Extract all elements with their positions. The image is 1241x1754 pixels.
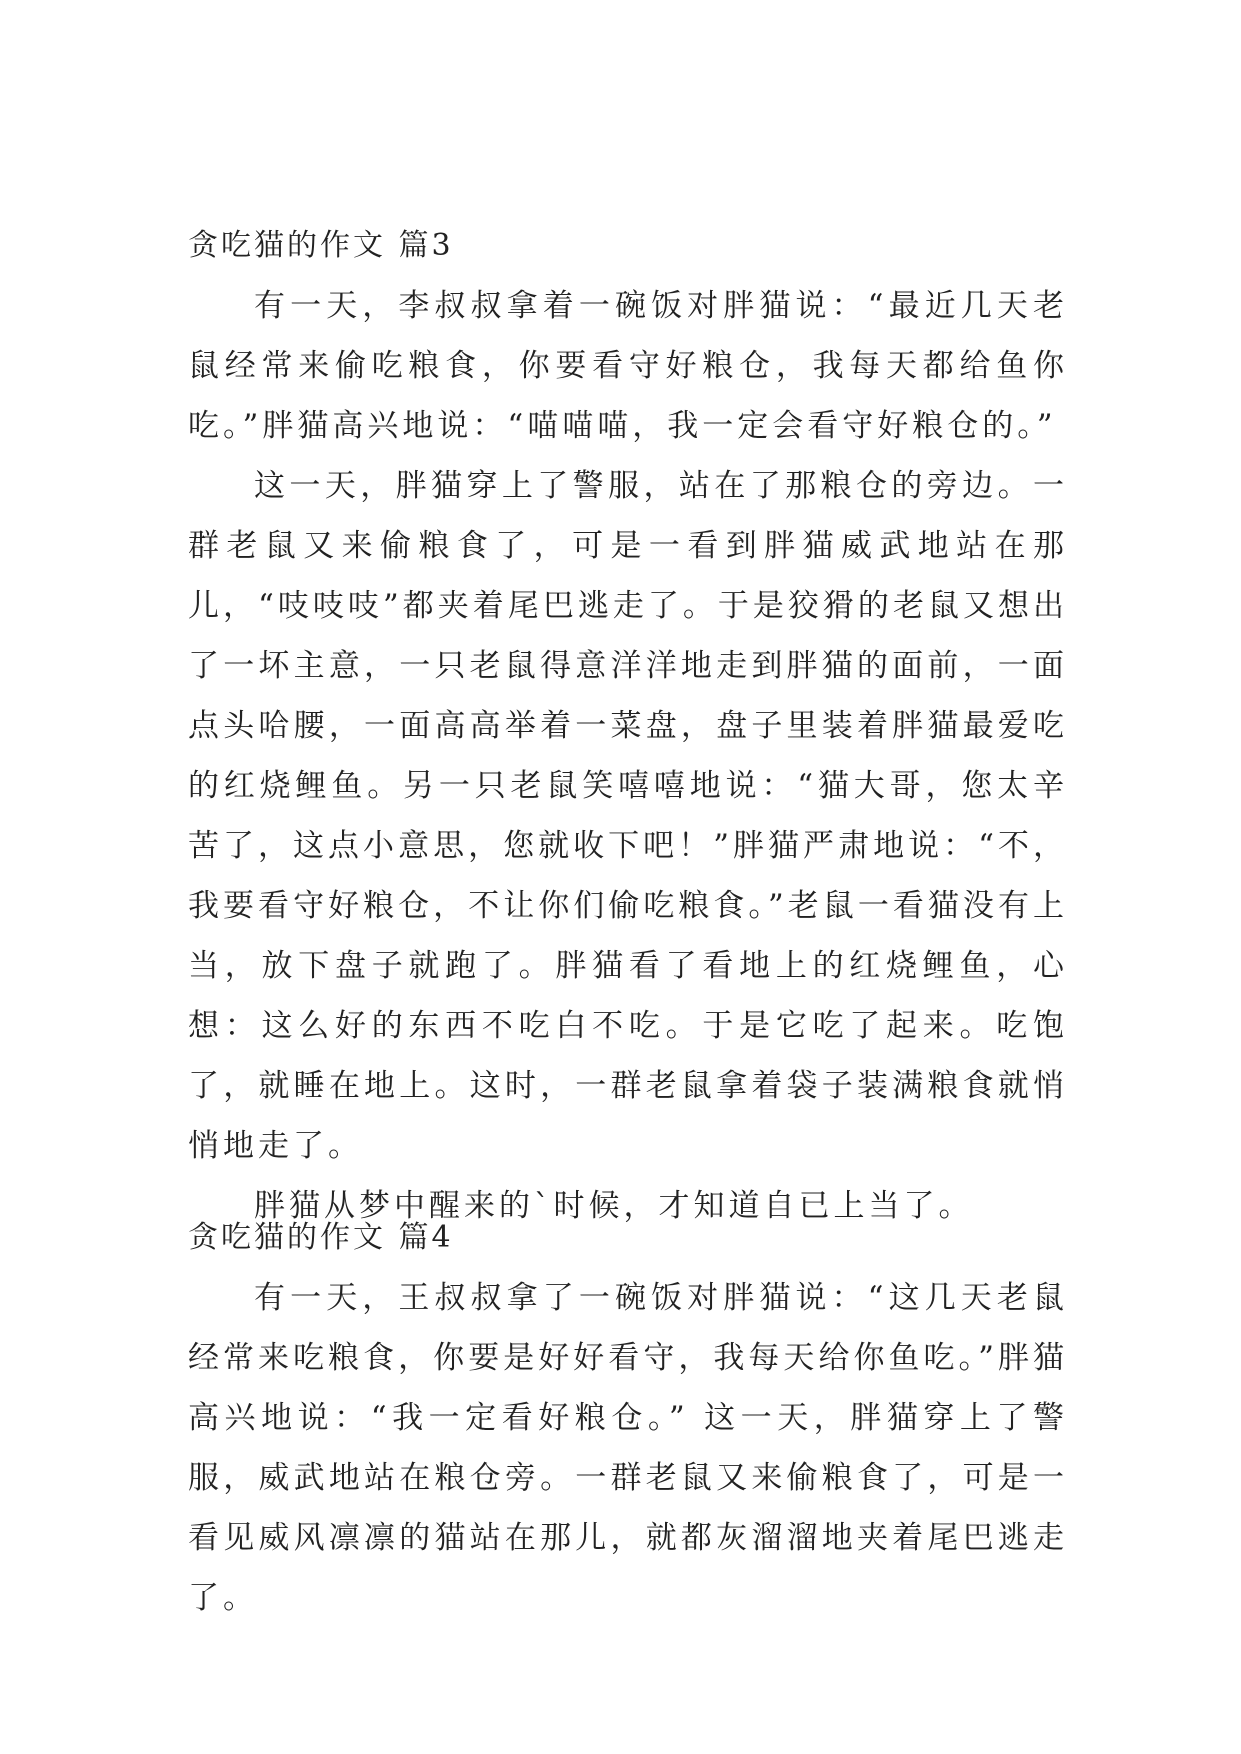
section-3-title: 贪吃猫的作文 篇3 [188, 228, 454, 263]
essay-section-4 [188, 1208, 1068, 1628]
section-3-paragraph-3: 胖猫从梦中醒来的`时候，才知道自已上当了。 [254, 1188, 974, 1224]
section-3-paragraph-1: 有一天，李叔叔拿着一碗饭对胖猫说：“最近几天老鼠经常来偷吃粮食，你要看守好粮仓，我每天都给鱼你吃。”胖猫高兴地说：“喵喵喵，我一定会看守好粮仓的。” [188, 288, 1068, 444]
section-4-paragraph-1: 有一天，王叔叔拿了一碗饭对胖猫说：“这几天老鼠经常来吃粮食，你要是好好看守，我每天给你鱼吃。”胖猫高兴地说：“我一定看好粮仓。” 这一天，胖猫穿上了警服，威武地站在粮仓旁。一群老鼠又来偷粮食了，可是一看见威风凛凛的猫站在那儿，就都灰溜溜地夹着尾巴逃走了。 [188, 1280, 1068, 1616]
section-4-title: 贪吃猫的作文 篇4 [188, 1220, 454, 1255]
essay-section-3 [188, 216, 1068, 1236]
section-3-paragraph-2: 这一天，胖猫穿上了警服，站在了那粮仓的旁边。一群老鼠又来偷粮食了，可是一看到胖猫威武地站在那儿，“吱吱吱”都夹着尾巴逃走了。于是狡猾的老鼠又想出了一坏主意，一只老鼠得意洋洋地走到胖猫的面前，一面点头哈腰，一面高高举着一菜盘，盘子里装着胖猫最爱吃的红烧鲤鱼。另一只老鼠笑嘻嘻地说：“猫大哥，您太辛苦了，这点小意思，您就收下吧！”胖猫严肃地说：“不，我要看守好粮仓，不让你们偷吃粮食。”老鼠一看猫没有上当，放下盘子就跑了。胖猫看了看地上的红烧鲤鱼，心想：这么好的东西不吃白不吃。于是它吃了起来。吃饱了，就睡在地上。这时，一群老鼠拿着袋子装满粮食就悄悄地走了。 [188, 468, 1068, 1164]
